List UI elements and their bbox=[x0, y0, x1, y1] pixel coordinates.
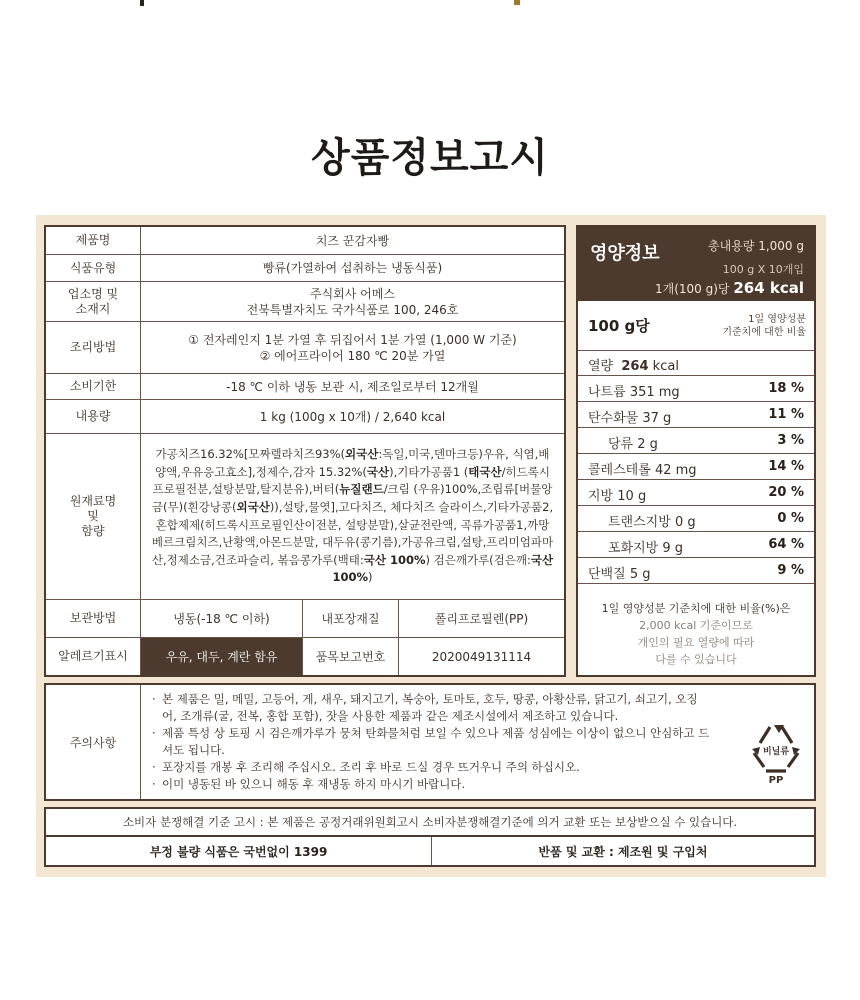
caution-section bbox=[44, 683, 816, 801]
row-label: 소비기한 bbox=[46, 374, 141, 399]
row-label: 식품유형 bbox=[46, 255, 141, 281]
nutrition-header bbox=[578, 227, 814, 301]
nutrient-name: 포화지방 bbox=[608, 541, 659, 556]
nutrient-label bbox=[588, 407, 671, 426]
nutrient-label bbox=[608, 537, 683, 556]
row-label: 원재료명 및 함량 bbox=[46, 434, 141, 599]
nutrient-name: 트랜스지방 bbox=[608, 515, 671, 530]
nutrient-name: 당류 bbox=[608, 437, 634, 452]
caution-label: 주의사항 bbox=[46, 685, 141, 799]
per-unit-kcal: 1개(100 g)당 264 kcal bbox=[654, 279, 804, 297]
nutrition-footnote: 1일 영양성분 기준치에 대한 비율(%)은 2,000 kcal 기준이므로 개인의 필요 열량에 따라 다를 수 있습니다 bbox=[601, 602, 791, 666]
serving-size bbox=[578, 301, 814, 351]
nutrient-amount: 2 g bbox=[637, 437, 658, 452]
nutrient-amount: 0 g bbox=[674, 515, 696, 530]
storage-value: 냉동(-18 ℃ 이하) bbox=[141, 600, 303, 637]
list-item: · 포장지를 개봉 후 조리해 주십시오. 조리 후 바로 드실 경우 뜨거우니 주의 하십시오. bbox=[152, 759, 712, 776]
nutrient-name: 탄수화물 bbox=[588, 411, 639, 426]
row-value: ① 전자레인지 1분 가열 후 뒤집어서 1분 가열 (1,000 W 기준) ② 에어프라이어 180 ℃ 20분 가열 bbox=[188, 332, 517, 363]
row-label: 조리방법 bbox=[46, 322, 141, 373]
caution-list bbox=[152, 691, 712, 793]
row-label: 알레르기표시 bbox=[46, 638, 141, 675]
total-weight: 총내용량 1,000 g bbox=[708, 239, 804, 253]
table-row bbox=[46, 321, 564, 373]
nutrient-label bbox=[588, 563, 650, 582]
nutrient-label bbox=[608, 433, 658, 452]
nutrient-amount: 37 g bbox=[642, 411, 672, 426]
packaging-label: 내포장재질 bbox=[303, 600, 399, 637]
recycle-type: 비닐류 bbox=[762, 747, 790, 757]
table-row bbox=[46, 281, 564, 321]
row-label: 제품명 bbox=[46, 227, 141, 254]
recycle-code: PP bbox=[768, 775, 784, 785]
nutrient-percent: 11 % bbox=[768, 407, 804, 422]
nutrient-percent: 9 % bbox=[777, 563, 804, 578]
serving-label: 100 g당 bbox=[588, 317, 650, 335]
nutrient-row bbox=[578, 403, 814, 428]
table-row bbox=[46, 433, 564, 599]
packaging-value: 폴리프로필렌(PP) bbox=[434, 612, 529, 626]
nutrient-percent: 20 % bbox=[768, 485, 804, 500]
nutrient-name: 콜레스테롤 bbox=[588, 463, 651, 478]
nutrient-amount: 9 g bbox=[662, 541, 684, 556]
nutrient-percent: 3 % bbox=[777, 433, 804, 448]
table-row bbox=[46, 637, 564, 675]
nutrition-facts bbox=[576, 225, 816, 677]
table-row bbox=[46, 227, 564, 254]
nutrient-label bbox=[588, 381, 680, 400]
report-number-value: 2020049131114 bbox=[431, 649, 532, 664]
nutrient-name: 단백질 bbox=[588, 567, 626, 582]
pack-count: 100 g X 10개입 bbox=[722, 263, 804, 276]
bottom-notice bbox=[44, 835, 816, 867]
nutrient-amount: 5 g bbox=[629, 567, 651, 582]
nutrient-label bbox=[588, 459, 697, 478]
row-value: 1 kg (100g x 10개) / 2,640 kcal bbox=[259, 409, 446, 424]
edge-mark bbox=[514, 0, 520, 5]
recycle-icon bbox=[748, 721, 804, 785]
allergy-value: 우유, 대두, 계란 함유 bbox=[141, 638, 303, 675]
nutrient-percent: 64 % bbox=[768, 537, 804, 552]
daily-value-note: 1일 영양성분 기준치에 대한 비율 bbox=[722, 314, 806, 338]
nutrient-row bbox=[578, 507, 814, 532]
nutrient-row bbox=[578, 559, 814, 584]
table-row bbox=[46, 254, 564, 281]
list-item: · 본 제품은 밀, 메밀, 고등어, 게, 새우, 돼지고기, 복숭아, 토마토, 호두, 땅콩, 아황산류, 닭고기, 쇠고기, 오징어, 조개류(굴, 전복, 홍합 포함), 잣을 사용한 제품과 같은 제조시설에서 제조하고 있습니다. bbox=[152, 691, 712, 725]
product-info-table bbox=[44, 225, 566, 677]
list-item: · 이미 냉동된 바 있으니 해동 후 재냉동 하지 마시기 바랍니다. bbox=[152, 776, 712, 793]
dispute-notice: 소비자 분쟁해결 기준 고시 : 본 제품은 공정거래위원회고시 소비자분쟁해결기준에 의거 교환 또는 보상받으실 수 있습니다. bbox=[44, 807, 816, 837]
table-row bbox=[46, 599, 564, 637]
return-exchange: 반품 및 교환 : 제조원 및 구입처 bbox=[538, 844, 708, 859]
page-title: 상품정보고시 bbox=[311, 135, 549, 181]
row-label: 보관방법 bbox=[46, 600, 141, 637]
nutrient-percent: 0 % bbox=[777, 511, 804, 526]
table-row bbox=[46, 399, 564, 433]
nutrient-label bbox=[588, 485, 646, 504]
nutrient-name: 나트륨 bbox=[588, 385, 626, 400]
nutrient-name: 지방 bbox=[588, 489, 614, 504]
table-row bbox=[46, 373, 564, 399]
edge-mark bbox=[140, 0, 144, 6]
product-info-panel bbox=[36, 215, 826, 877]
report-hotline: 부정 불량 식품은 국번없이 1399 bbox=[46, 837, 432, 865]
nutrient-row bbox=[578, 533, 814, 558]
nutrient-row bbox=[578, 481, 814, 506]
row-value: 치즈 꾼감자빵 bbox=[315, 233, 390, 248]
nutrient-percent: 18 % bbox=[768, 381, 804, 396]
top-edge-marks bbox=[0, 0, 860, 8]
row-label: 내용량 bbox=[46, 400, 141, 433]
nutrient-row bbox=[578, 429, 814, 454]
calories-row: 열량 264 kcal bbox=[578, 351, 814, 376]
row-value: 빵류(가열하여 섭취하는 냉동식품) bbox=[262, 261, 443, 275]
nutrition-title: 영양정보 bbox=[590, 243, 660, 264]
nutrient-amount: 10 g bbox=[617, 489, 647, 504]
row-value: -18 ℃ 이하 냉동 보관 시, 제조일로부터 12개월 bbox=[226, 379, 479, 394]
row-value: 주식회사 어메스 전북특별자치도 국가식품로 100, 246호 bbox=[246, 286, 459, 317]
nutrient-amount: 351 mg bbox=[629, 385, 680, 400]
report-number-label: 품목보고번호 bbox=[303, 638, 399, 675]
list-item: · 제품 특성 상 토핑 시 검은깨가루가 뭉쳐 탄화물처럼 보일 수 있으나 제품 성심에는 이상이 없으니 안심하고 드셔도 됩니다. bbox=[152, 725, 712, 759]
ingredients-text: 가공치즈16.32%[모짜렐라치즈93%(외국산:독일,미국,덴마크등)우유, 식염,배양액,우유응고효소],정제수,감자 15.32%(국산),기타가공품1 (태국산/히드록시프로필전분,설탕분말,탈지분유),버터(뉴질랜드/크림 (우유)100%,조립류[버물앙금(무)(흰강낭콩(외국산)),설탕,물엿],고다치즈, 체다치즈 슬라이스,기타가공품2, 혼합제제(히드록시프로필인산이전분, 설탕분말),살균전란액, 곡류가공품1,까망베르크림치즈,난황액,아몬드분말, 대두유(콩기름),가공유크림,설탕,프리미엄파마산,정제소금,건조파슬리, 볶음콩가루(백태:국산 100%) 검은깨가루(검은깨:국산 100%) bbox=[151, 447, 554, 585]
nutrient-label bbox=[608, 511, 696, 530]
nutrient-amount: 42 mg bbox=[654, 463, 697, 478]
nutrient-row bbox=[578, 455, 814, 480]
nutrient-row bbox=[578, 377, 814, 402]
row-label: 업소명 및 소재지 bbox=[46, 282, 141, 321]
nutrient-percent: 14 % bbox=[768, 459, 804, 474]
